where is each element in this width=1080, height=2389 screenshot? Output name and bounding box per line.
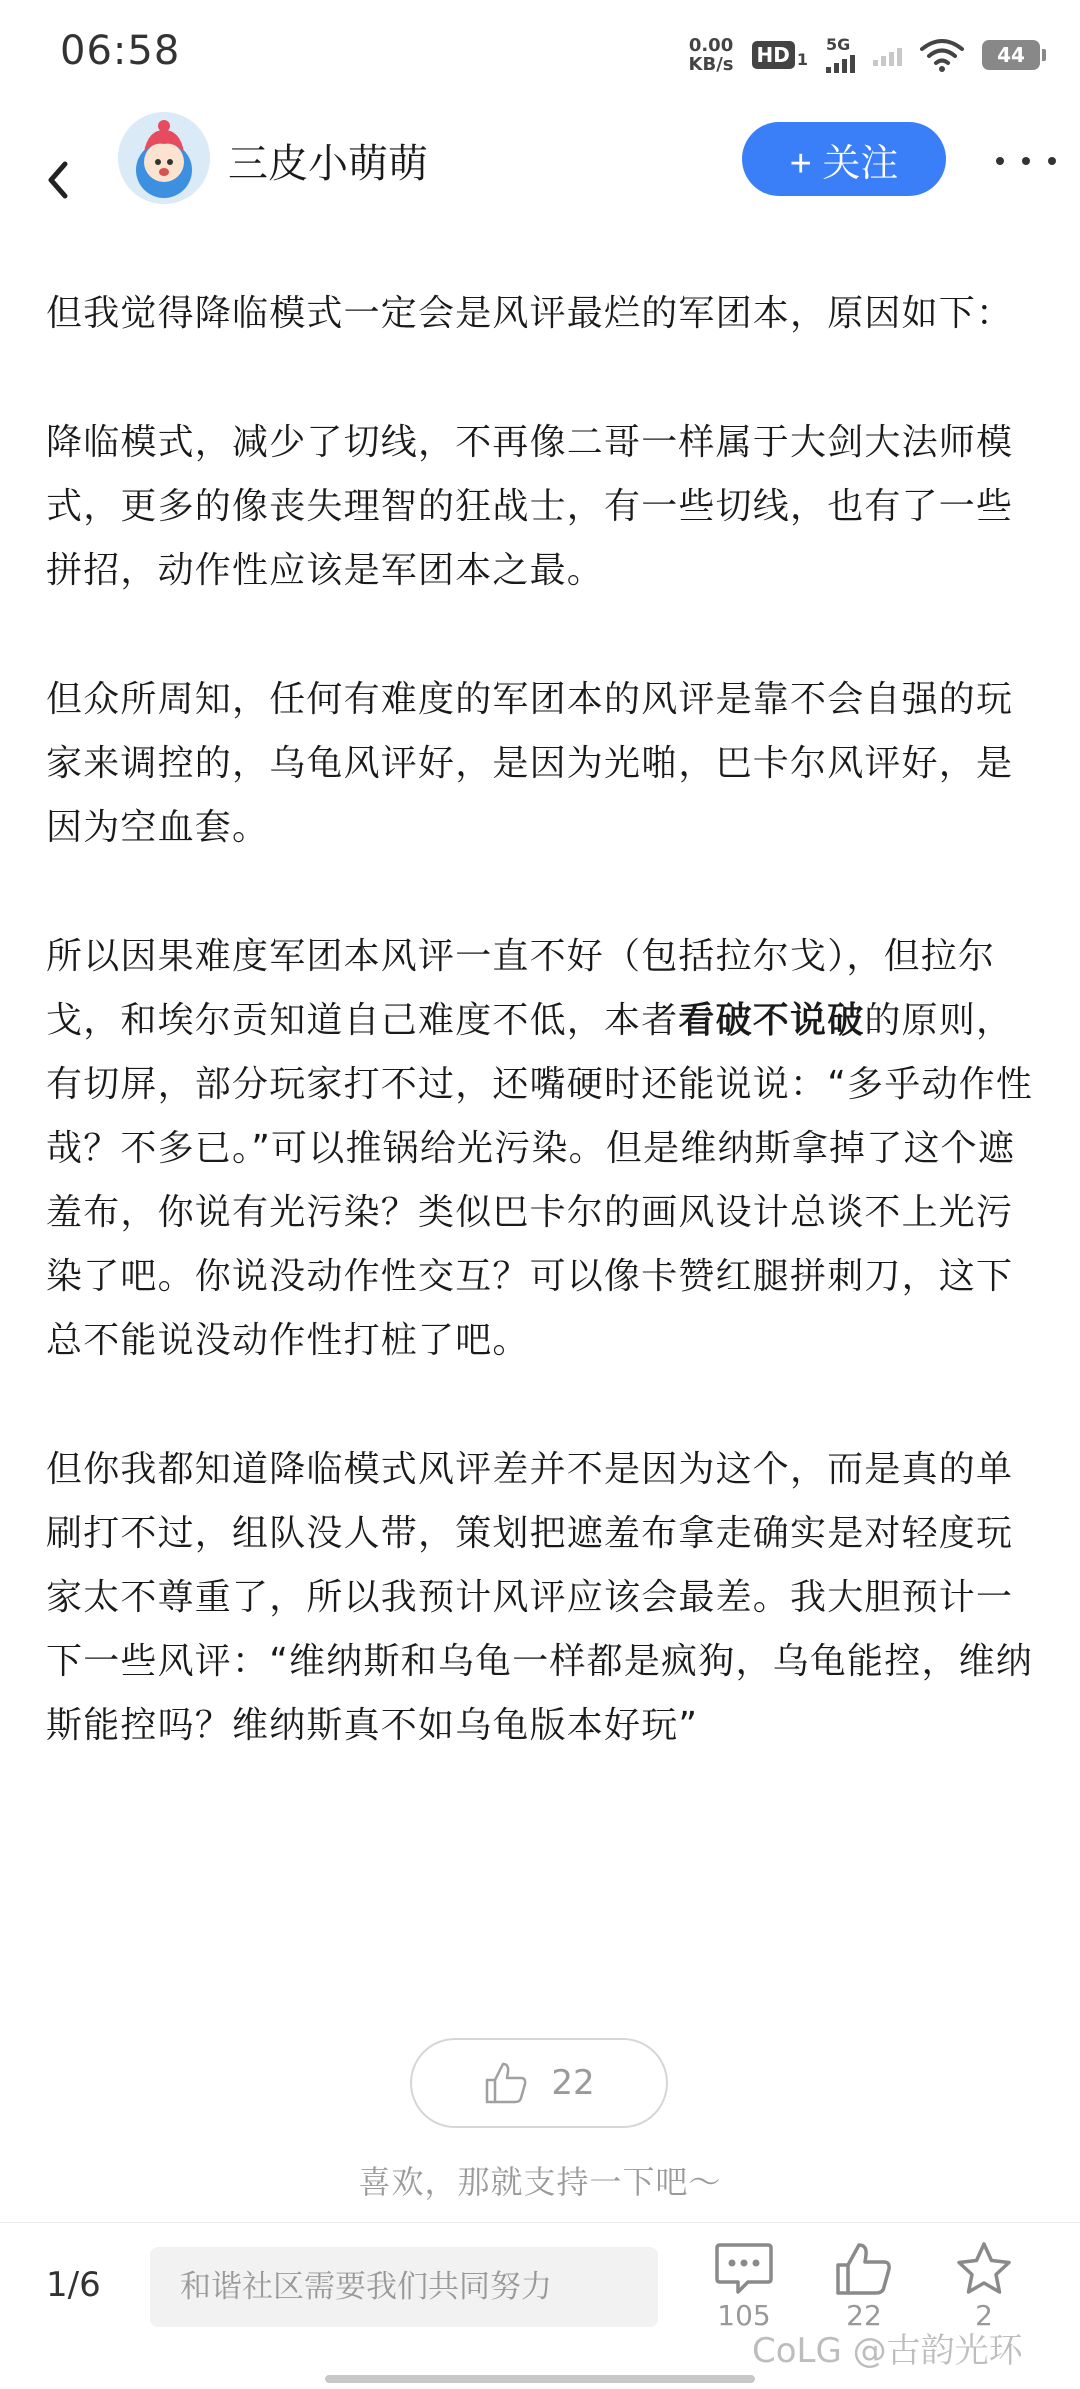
battery-icon: [982, 40, 1040, 70]
paragraph: 但众所周知，任何有难度的军团本的风评是靠不会自强的玩家来调控的，乌龟风评好，是因为光啪，巴卡尔风评好，是因为空血套。: [46, 679, 1014, 848]
paragraph: 降临模式，减少了切线，不再像二哥一样属于大剑大法师模式，更多的像丧失理智的狂战士，有一些切线，也有了一些拼招，动作性应该是军团本之最。: [46, 422, 1014, 591]
star-icon: [954, 2241, 1014, 2297]
status-time: 06:58: [60, 28, 181, 74]
author-name[interactable]: 三皮小萌萌: [228, 141, 428, 187]
follow-label: + 关注: [789, 142, 899, 185]
more-options-icon[interactable]: [996, 146, 1056, 176]
paragraph: 但我觉得降临模式一定会是风评最烂的军团本，原因如下：: [46, 293, 1014, 334]
status-icons: [689, 30, 1040, 80]
sim-slot: 1: [796, 50, 808, 69]
watermark: CoLG @古韵光环: [752, 2331, 1023, 2371]
like-button[interactable]: [410, 2038, 668, 2128]
post-content: [46, 282, 1036, 1823]
net-speed: [689, 36, 734, 74]
follow-button[interactable]: [742, 122, 946, 196]
net-speed-value: 0.00: [688, 35, 734, 56]
wifi-icon: [920, 37, 964, 73]
cellular-signal-2-icon: [873, 44, 902, 66]
thumbs-up-icon: [483, 2060, 529, 2106]
back-button[interactable]: [30, 152, 86, 208]
paragraph: 但你我都知道降临模式风评差并不是因为这个，而是真的单刷打不过，组队没人带，策划把遮羞布拿走确实是对轻度玩家太不尊重了，所以我预计风评应该会最差。我大胆预计一下一些风评：“维纳斯和乌龟一样都是疯狗，乌龟能控，维纳斯能控吗？维纳斯真不如乌龟版本好玩”: [46, 1449, 1034, 1746]
paragraph-text: 所以因果难度军团本风评一直不好（包括拉尔戈），但拉尔戈，和埃尔贡知道自己难度不低，本者: [46, 936, 996, 1041]
paragraph: [46, 925, 1036, 1373]
paragraph-text: 的原则，有切屏，部分玩家打不过，还嘴硬时还能说说：“多乎动作性哉？不多已。”可以推锅给光污染。但是维纳斯拿掉了这个遮羞布，你说有光污染？类似巴卡尔的画风设计总谈不上光污染了吧。你说没动作性交互？可以像卡赞红腿拼刺刀，这下总不能说没动作性打桩了吧。: [46, 1000, 1034, 1361]
bold-text: 看破不说破: [678, 1000, 865, 1041]
avatar[interactable]: [118, 112, 210, 204]
bottom-action-bar: [0, 2222, 1080, 2389]
page-indicator[interactable]: 1/6: [46, 2265, 101, 2305]
network-type: 5G: [826, 35, 851, 54]
battery-level: 44: [997, 43, 1025, 67]
like-count: 22: [551, 2063, 595, 2103]
hd-indicator: [752, 41, 808, 69]
net-speed-unit: KB/s: [688, 54, 734, 75]
status-bar: [0, 0, 1080, 110]
home-indicator[interactable]: [325, 2375, 755, 2383]
like-hint: 喜欢，那就支持一下吧～: [358, 2163, 722, 2201]
avatar-image: [118, 112, 210, 204]
like-bar-count: 22: [846, 2299, 882, 2332]
thumbs-up-icon: [834, 2241, 894, 2297]
comment-icon: [714, 2241, 774, 2297]
post-header: [0, 110, 1080, 250]
comment-input[interactable]: 和谐社区需要我们共同努力: [150, 2247, 658, 2327]
chevron-left-icon: [43, 160, 73, 200]
hd-badge: HD: [752, 41, 795, 69]
favorite-count: 2: [975, 2299, 993, 2332]
cellular-signal-icon: [826, 37, 855, 73]
comment-count: 105: [717, 2299, 771, 2332]
